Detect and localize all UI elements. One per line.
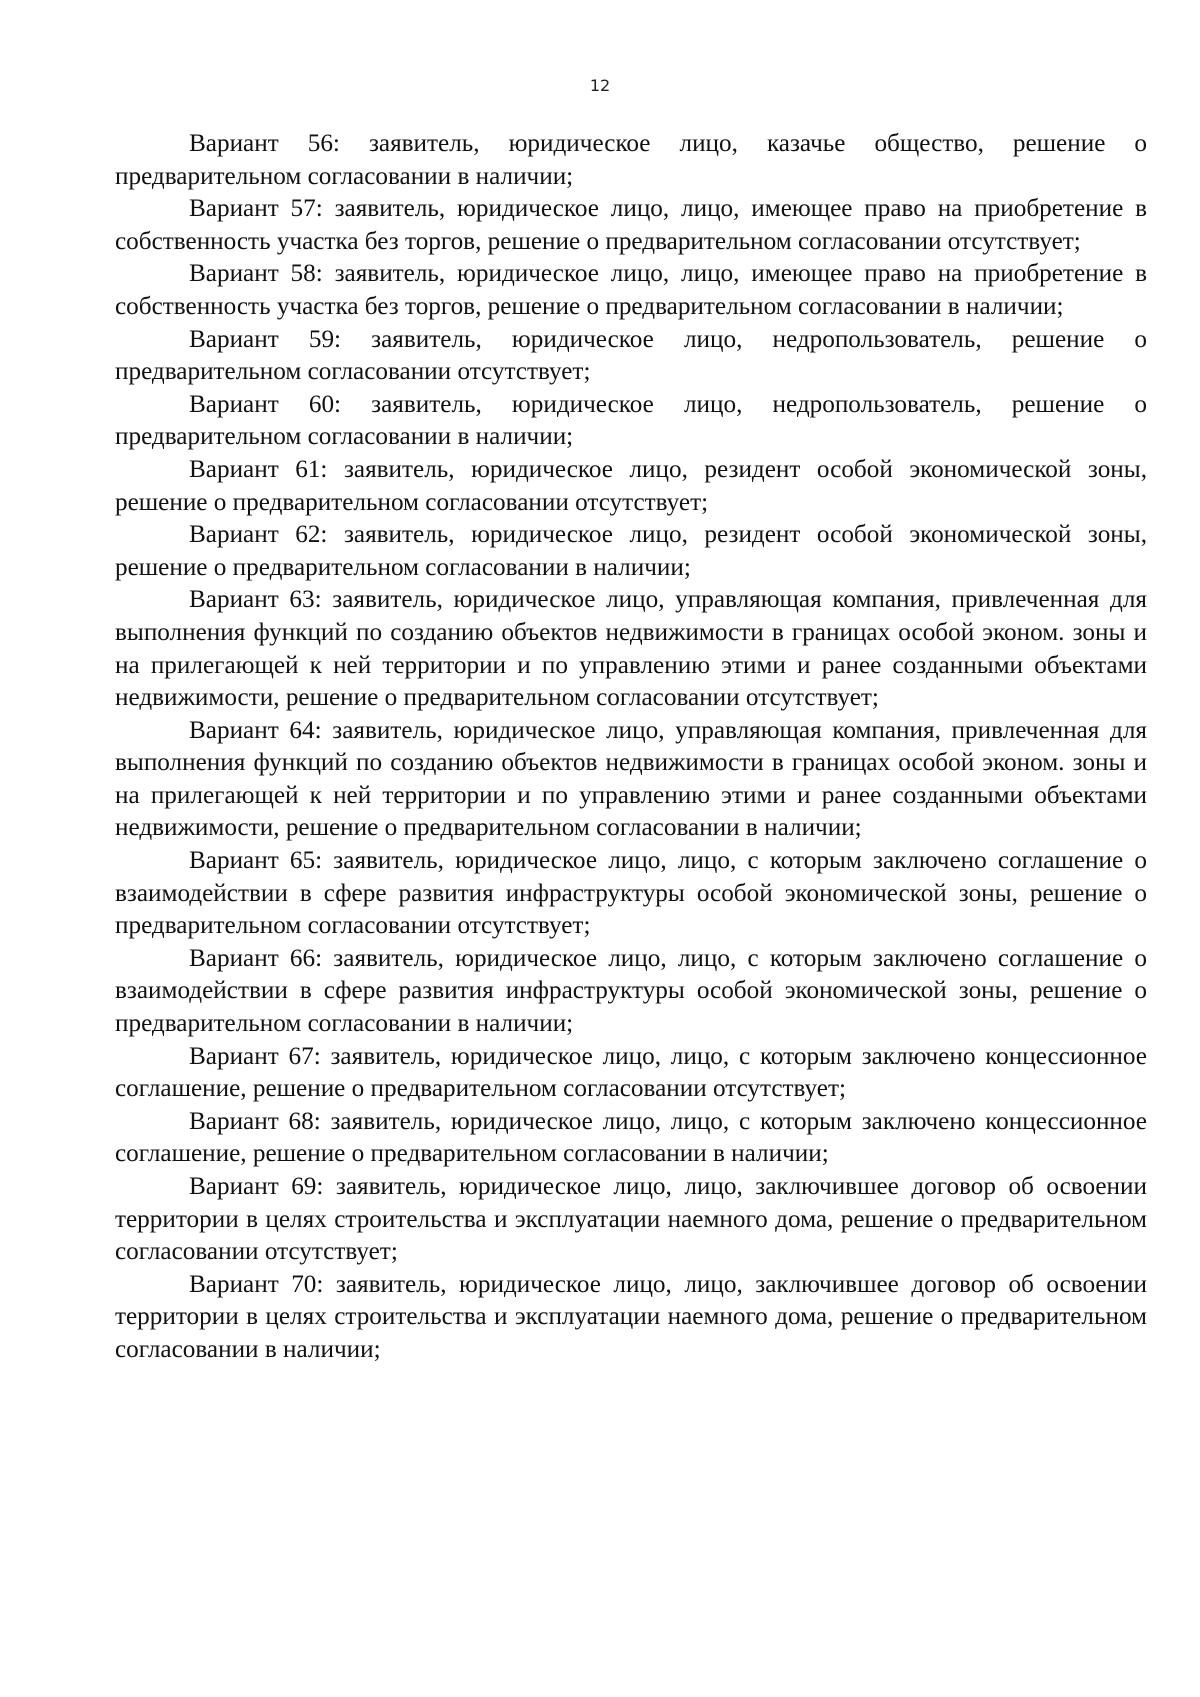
paragraph-variant-58: Вариант 58: заявитель, юридическое лицо, лицо, имеющее право на приобретение в собственность участка без торгов, решение о предварительном согласовании в наличии; bbox=[115, 260, 1147, 320]
paragraph-variant-67: Вариант 67: заявитель, юридическое лицо, лицо, с которым заключено концессионное соглашение, решение о предварительном согласовании отсутствует; bbox=[115, 1042, 1147, 1103]
paragraph-variant-59: Вариант 59: заявитель, юридическое лицо, недропользователь, решение о предварительном согласовании отсутствует; bbox=[115, 325, 1147, 386]
paragraph-variant-65: Вариант 65: заявитель, юридическое лицо, лицо, с которым заключено соглашение о взаимодействии в сфере развития инфраструктуры особой экономической зоны, решение о предварительном согласовании отсутствует; bbox=[115, 847, 1147, 940]
document-body bbox=[115, 128, 1147, 1367]
paragraph-variant-69: Вариант 69: заявитель, юридическое лицо, лицо, заключившее договор об освоении территории в целях строительства и эксплуатации наемного дома, решение о предварительном согласовании отсутствует; bbox=[115, 1173, 1147, 1266]
paragraph-variant-60: Вариант 60: заявитель, юридическое лицо, недропользователь, решение о предварительном согласовании в наличии; bbox=[115, 390, 1147, 451]
paragraph-variant-61: Вариант 61: заявитель, юридическое лицо, резидент особой экономической зоны, решение о предварительном согласовании отсутствует; bbox=[115, 455, 1147, 516]
paragraph-variant-64: Вариант 64: заявитель, юридическое лицо, управляющая компания, привлеченная для выполнения функций по созданию объектов недвижимости в границах особой эконом. зоны и на прилегающей к ней территории и по управлению этими и ранее созданными объектами недвижимости, решение о предварительном согласовании в наличии; bbox=[115, 716, 1147, 842]
paragraph-variant-62: Вариант 62: заявитель, юридическое лицо, резидент особой экономической зоны, решение о предварительном согласовании в наличии; bbox=[115, 521, 1147, 581]
paragraph-variant-63: Вариант 63: заявитель, юридическое лицо, управляющая компания, привлеченная для выполнения функций по созданию объектов недвижимости в границах особой эконом. зоны и на прилегающей к ней территории и по управлению этими и ранее созданными объектами недвижимости, решение о предварительном согласовании отсутствует; bbox=[115, 586, 1147, 712]
paragraph-variant-70: Вариант 70: заявитель, юридическое лицо, лицо, заключившее договор об освоении территории в целях строительства и эксплуатации наемного дома, решение о предварительном согласовании в наличии; bbox=[115, 1270, 1147, 1363]
paragraph-variant-68: Вариант 68: заявитель, юридическое лицо, лицо, с которым заключено концессионное соглашение, решение о предварительном согласовании в наличии; bbox=[115, 1107, 1147, 1168]
page-number: 12 bbox=[589, 76, 611, 95]
paragraph-variant-66: Вариант 66: заявитель, юридическое лицо, лицо, с которым заключено соглашение о взаимодействии в сфере развития инфраструктуры особой экономической зоны, решение о предварительном согласовании в наличии; bbox=[115, 944, 1147, 1038]
paragraph-variant-57: Вариант 57: заявитель, юридическое лицо, лицо, имеющее право на приобретение в собственность участка без торгов, решение о предварительном согласовании отсутствует; bbox=[115, 195, 1147, 255]
paragraph-variant-56: Вариант 56: заявитель, юридическое лицо, казачье общество, решение о предварительном согласовании в наличии; bbox=[115, 130, 1147, 190]
